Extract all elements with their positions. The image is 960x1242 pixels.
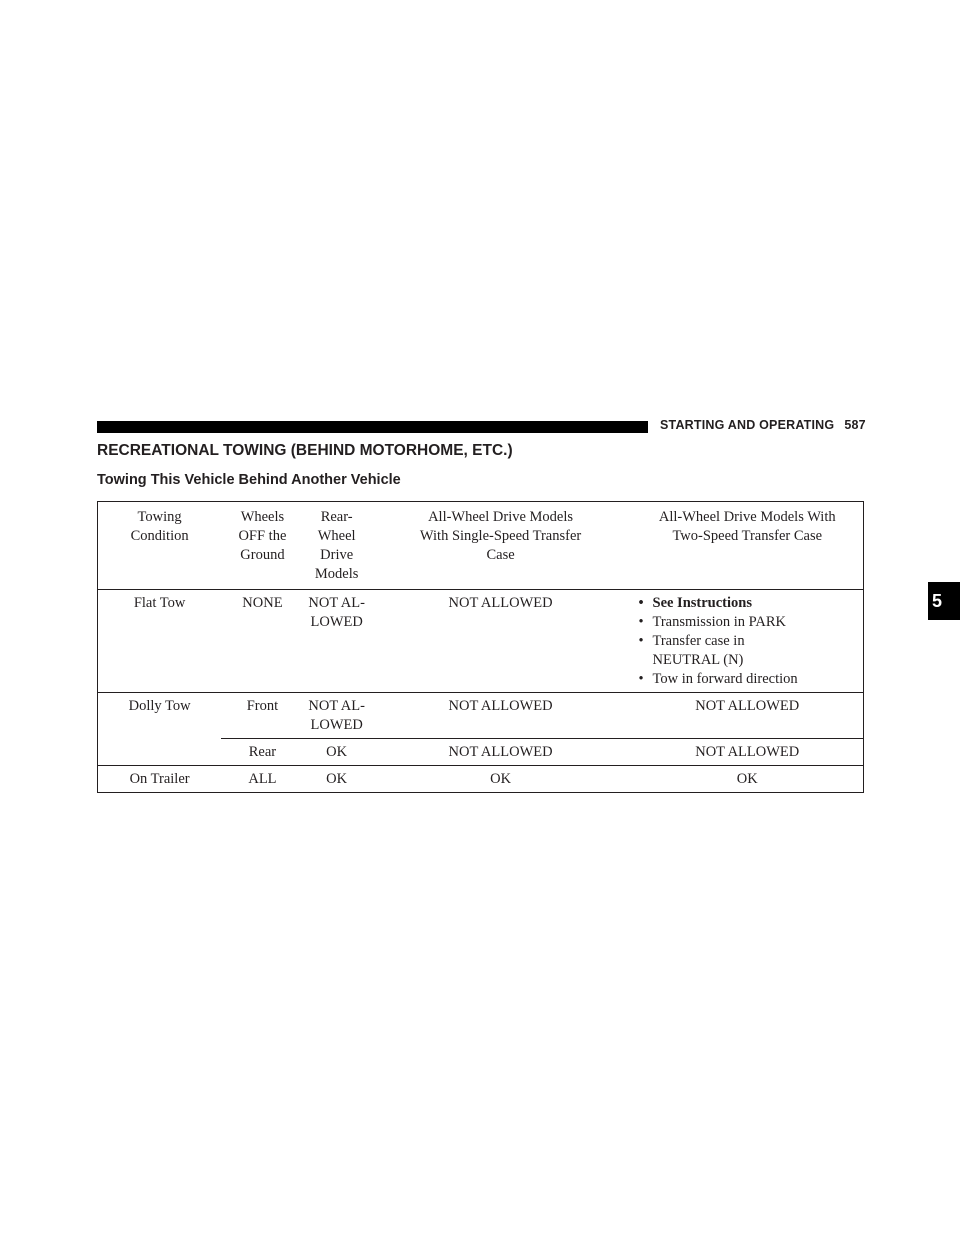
cell-awd-single: NOT ALLOWED [370, 590, 632, 693]
subsection-title: Towing This Vehicle Behind Another Vehicle [97, 472, 401, 488]
instructions-list [636, 594, 860, 689]
cell-awd-two: OK [632, 766, 864, 793]
table-row [98, 766, 864, 793]
chapter-tab [928, 582, 960, 620]
cell-condition: On Trailer [98, 766, 222, 793]
cell-condition: Dolly Tow [98, 693, 222, 766]
cell-awd-single: OK [370, 766, 632, 793]
table-row [98, 693, 864, 739]
cell-condition: Flat Tow [98, 590, 222, 693]
table-header-row [98, 502, 864, 590]
running-header [660, 418, 866, 432]
towing-table [97, 501, 864, 793]
table-row [98, 590, 864, 693]
header-wheels-off: Wheels OFF the Ground [238, 509, 287, 563]
header-rwd: Rear- Wheel Drive Models [314, 509, 359, 582]
cell-rwd: NOT AL- LOWED [304, 693, 370, 739]
list-item: • See Instructions [636, 594, 860, 613]
header-awd-two: All-Wheel Drive Models With Two-Speed Transfer Case [632, 502, 864, 590]
cell-rwd: NOT AL- LOWED [304, 590, 370, 693]
cell-wheels: NONE [221, 590, 303, 693]
list-item: • Tow in forward direction [636, 670, 860, 689]
cell-awd-single: NOT ALLOWED [370, 693, 632, 739]
list-item: • Transmission in PARK [636, 613, 860, 632]
chapter-number: 5 [932, 590, 943, 611]
cell-wheels: Front [221, 693, 303, 739]
section-title: RECREATIONAL TOWING (BEHIND MOTORHOME, ETC.) [97, 442, 513, 459]
list-item: • Transfer case in NEUTRAL (N) [636, 632, 860, 670]
page-number: 587 [844, 418, 866, 432]
cell-wheels: Rear [221, 739, 303, 766]
header-rule [97, 421, 648, 433]
cell-rwd: OK [304, 766, 370, 793]
header-towing-condition: Towing Condition [98, 502, 222, 590]
header-section-name: STARTING AND OPERATING [660, 418, 835, 432]
cell-awd-single: NOT ALLOWED [370, 739, 632, 766]
cell-awd-two [632, 590, 864, 693]
cell-wheels: ALL [221, 766, 303, 793]
cell-awd-two: NOT ALLOWED [632, 693, 864, 739]
cell-rwd: OK [304, 739, 370, 766]
header-awd-single: All-Wheel Drive Models With Single-Speed Transfer Case [419, 509, 582, 563]
cell-awd-two: NOT ALLOWED [632, 739, 864, 766]
